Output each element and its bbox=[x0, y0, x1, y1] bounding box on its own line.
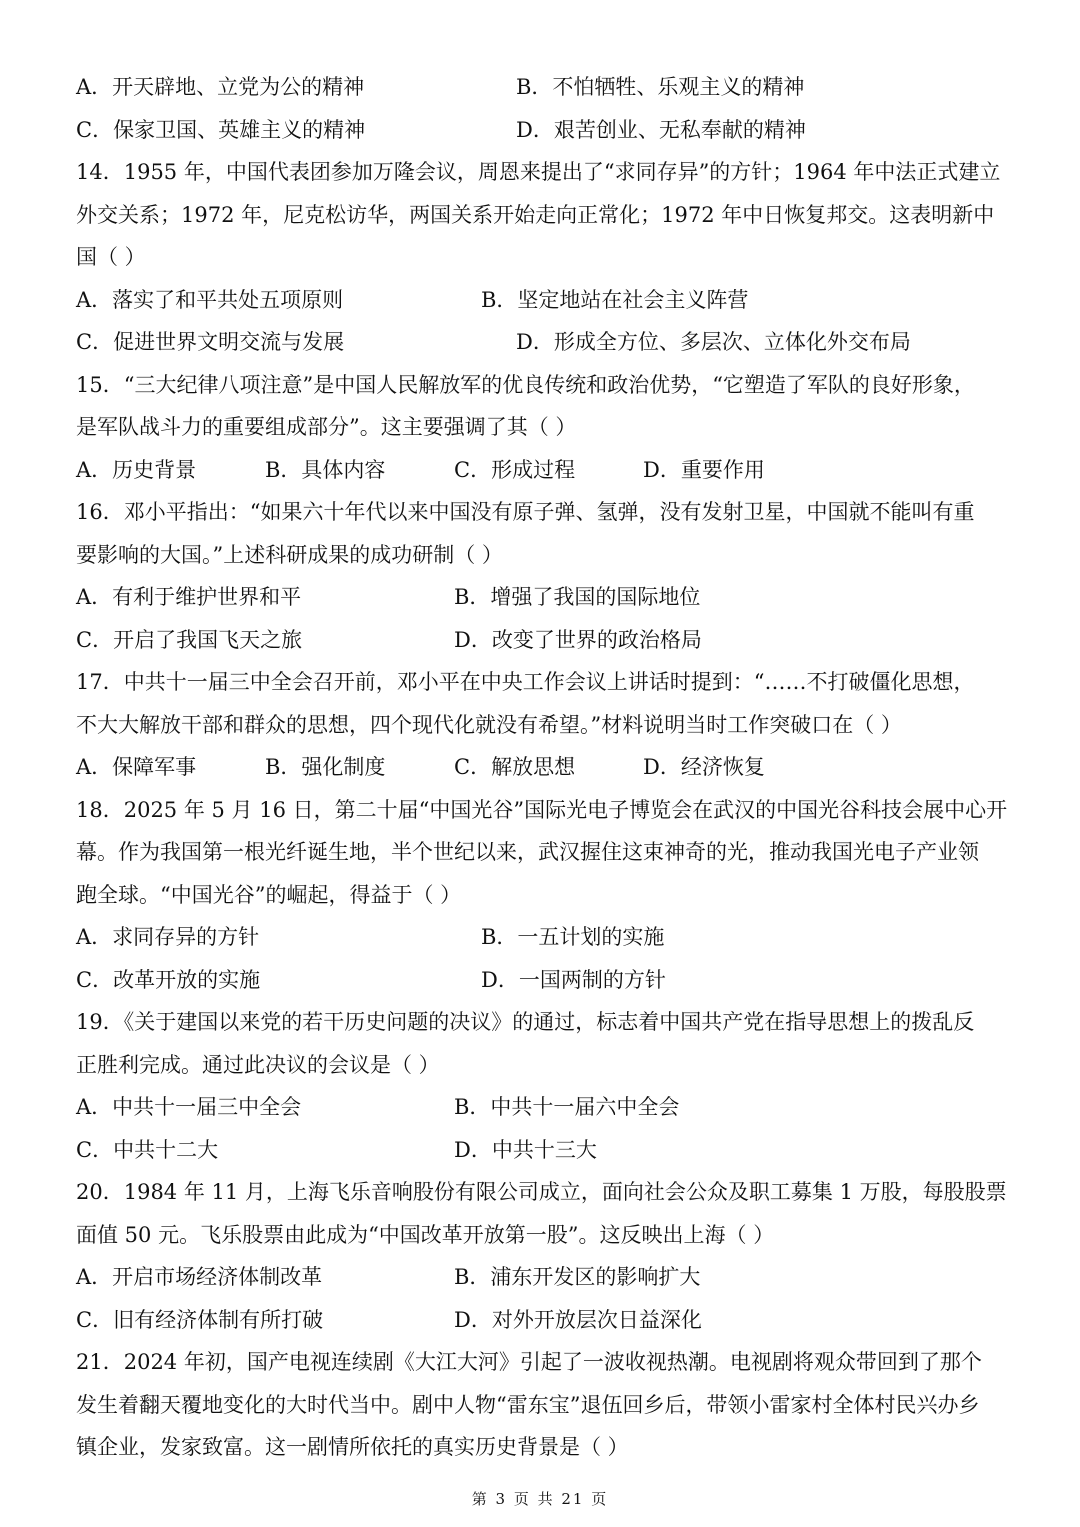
q18-option-a: A．求同存异的方针 bbox=[76, 925, 260, 949]
q13-option-b: B．不怕牺牲、乐观主义的精神 bbox=[516, 75, 805, 99]
q19-option-c: C．中共十二大 bbox=[76, 1137, 219, 1162]
exam-page bbox=[76, 66, 1006, 1469]
q13-options-row-2 bbox=[76, 109, 1006, 152]
q20-stem-line-2: 面值 50 元。飞乐股票由此成为“中国改革开放第一股”。这反映出上海（ ） bbox=[76, 1222, 775, 1247]
q14-option-d: D．形成全方位、多层次、立体化外交布局 bbox=[516, 330, 911, 354]
q14-options-row-1 bbox=[76, 279, 1006, 322]
q18-option-b: B．一五计划的实施 bbox=[481, 925, 665, 949]
q20-option-a: A．开启市场经济体制改革 bbox=[76, 1265, 323, 1289]
q20-option-b: B．浦东开发区的影响扩大 bbox=[454, 1265, 701, 1289]
q16-options-row-2 bbox=[76, 619, 1006, 662]
q18-options-row-2 bbox=[76, 959, 1006, 1002]
q13-options-row-1 bbox=[76, 66, 1006, 109]
q19-options-row-1 bbox=[76, 1086, 1006, 1129]
q16-option-b: B．增强了我国的国际地位 bbox=[454, 585, 701, 609]
q17-option-a: A．保障军事 bbox=[76, 755, 197, 779]
q18-stem-line-3: 跑全球。“中国光谷”的崛起，得益于（ ） bbox=[76, 882, 462, 907]
q17-stem-line-1: 17．中共十一届三中全会召开前，邓小平在中央工作会议上讲话时提到：“……不打破僵化思想， bbox=[76, 670, 975, 694]
q15-option-c: C．形成过程 bbox=[454, 457, 576, 482]
q20-option-c: C．旧有经济体制有所打破 bbox=[76, 1307, 324, 1332]
q17-stem-line-2: 不大大解放干部和群众的思想，四个现代化就没有希望。”材料说明当时工作突破口在（ ） bbox=[76, 712, 902, 737]
q17-option-d: D．经济恢复 bbox=[643, 755, 765, 779]
q18-stem-line-2: 幕。作为我国第一根光纤诞生地，半个世纪以来，武汉握住这束神奇的光，推动我国光电子产业领 bbox=[76, 840, 979, 864]
q16-option-a: A．有利于维护世界和平 bbox=[76, 585, 302, 609]
q19-stem-line-2: 正胜利完成。通过此决议的会议是（ ） bbox=[76, 1052, 440, 1077]
q20-option-d: D．对外开放层次日益深化 bbox=[454, 1307, 702, 1332]
q16-options-row-1 bbox=[76, 576, 1006, 619]
q18-options-row-1 bbox=[76, 916, 1006, 959]
q19-option-d: D．中共十三大 bbox=[454, 1137, 597, 1162]
q17-option-b: B．强化制度 bbox=[265, 755, 386, 779]
q14-option-a: A．落实了和平共处五项原则 bbox=[76, 287, 344, 312]
q13-option-d: D．艰苦创业、无私奉献的精神 bbox=[516, 117, 806, 142]
q15-option-b: B．具体内容 bbox=[265, 457, 386, 482]
q20-options-row-2 bbox=[76, 1299, 1006, 1342]
q21-stem-line-2: 发生着翻天覆地变化的大时代当中。剧中人物“雷东宝”退伍回乡后，带领小雷家村全体村民兴办乡 bbox=[76, 1392, 980, 1417]
q18-option-c: C．改革开放的实施 bbox=[76, 967, 261, 992]
q14-stem-line-1: 14．1955 年，中国代表团参加万隆会议，周恩来提出了“求同存异”的方针；1964 年中法正式建立 bbox=[76, 160, 1001, 184]
q15-stem-line-2: 是军队战斗力的重要组成部分”。这主要强调了其（ ） bbox=[76, 415, 577, 439]
q14-option-c: C．促进世界文明交流与发展 bbox=[76, 330, 345, 354]
q19-option-b: B．中共十一届六中全会 bbox=[454, 1095, 680, 1119]
page-number-footer: 第 3 页 共 21 页 bbox=[471, 1490, 609, 1508]
q14-stem-line-3: 国（ ） bbox=[76, 245, 146, 269]
q19-option-a: A．中共十一届三中全会 bbox=[76, 1095, 302, 1119]
q13-option-c: C．保家卫国、英雄主义的精神 bbox=[76, 117, 366, 142]
q15-option-d: D．重要作用 bbox=[643, 457, 765, 482]
q16-stem-line-1: 16．邓小平指出：“如果六十年代以来中国没有原子弹、氢弹，没有发射卫星，中国就不能叫有重 bbox=[76, 500, 975, 524]
q17-options-row bbox=[76, 746, 1006, 789]
q15-option-a: A．历史背景 bbox=[76, 457, 197, 482]
q14-options-row-2 bbox=[76, 321, 1006, 364]
q15-stem-line-1: 15．“三大纪律八项注意”是中国人民解放军的优良传统和政治优势，“它塑造了军队的良好形象， bbox=[76, 372, 975, 397]
q21-stem-line-3: 镇企业，发家致富。这一剧情所依托的真实历史背景是（ ） bbox=[76, 1435, 629, 1459]
q15-options-row bbox=[76, 449, 1006, 492]
q14-stem-line-2: 外交关系；1972 年，尼克松访华，两国关系开始走向正常化；1972 年中日恢复邦交。这表明新中 bbox=[76, 202, 995, 227]
q16-option-c: C．开启了我国飞天之旅 bbox=[76, 627, 303, 652]
q18-option-d: D．一国两制的方针 bbox=[481, 967, 666, 992]
q14-option-b: B．坚定地站在社会主义阵营 bbox=[481, 287, 749, 312]
q19-options-row-2 bbox=[76, 1129, 1006, 1172]
q20-stem-line-1: 20．1984 年 11 月，上海飞乐音响股份有限公司成立，面向社会公众及职工募集 1 万股，每股股票 bbox=[76, 1180, 1007, 1204]
q16-stem-line-2: 要影响的大国。”上述科研成果的成功研制（ ） bbox=[76, 542, 503, 567]
q20-options-row-1 bbox=[76, 1256, 1006, 1299]
q21-stem-line-1: 21．2024 年初，国产电视连续剧《大江大河》引起了一波收视热潮。电视剧将观众带回到了那个 bbox=[76, 1350, 982, 1374]
q13-option-a: A．开天辟地、立党为公的精神 bbox=[76, 75, 365, 99]
q17-option-c: C．解放思想 bbox=[454, 755, 576, 779]
q18-stem-line-1: 18．2025 年 5 月 16 日，第二十届“中国光谷”国际光电子博览会在武汉的中国光谷科技会展中心开 bbox=[76, 797, 1008, 822]
q19-stem-line-1: 19．《关于建国以来党的若干历史问题的决议》的通过，标志着中国共产党在指导思想上的拨乱反 bbox=[76, 1010, 975, 1034]
q16-option-d: D．改变了世界的政治格局 bbox=[454, 627, 702, 652]
